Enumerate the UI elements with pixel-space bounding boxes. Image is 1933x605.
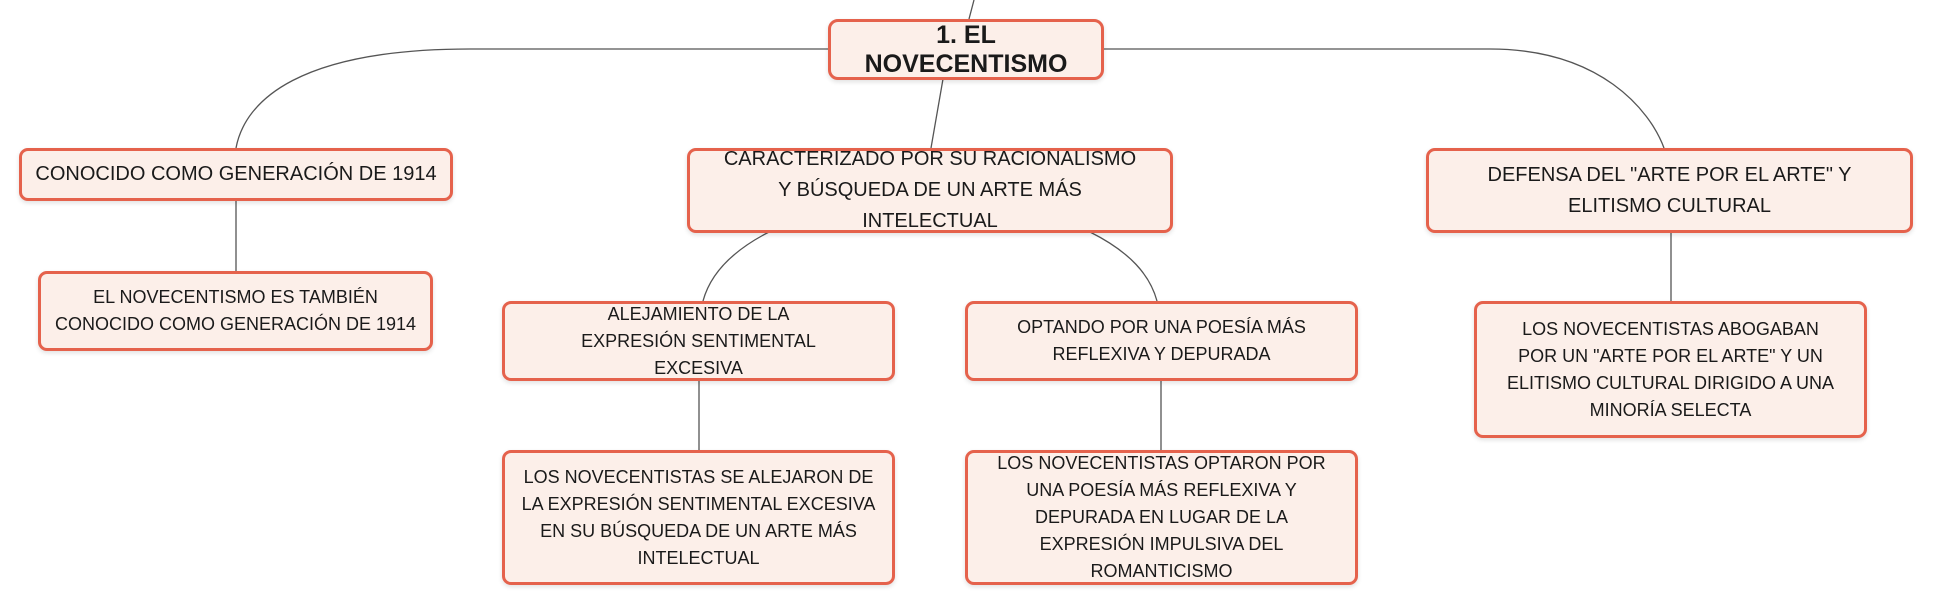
detail-topic-generation-1914[interactable] bbox=[38, 271, 433, 351]
detail-topic-label: EL NOVECENTISMO ES TAMBIÉN CONOCIDO COMO GENERACIÓN DE 1914 bbox=[54, 287, 417, 334]
detail-topic-label: LOS NOVECENTISTAS ABOGABAN POR UN "ARTE POR EL ARTE" Y UN ELITISMO CULTURAL DIRIGIDO A UNA MINORÍA SELECTA bbox=[1506, 318, 1835, 420]
connector-root-to-branch-1 bbox=[236, 49, 828, 148]
subtopic-alejamiento[interactable] bbox=[502, 301, 895, 381]
branch-topic-label: CARACTERIZADO POR SU RACIONALISMO Y BÚSQUEDA DE UN ARTE MÁS INTELECTUAL bbox=[723, 148, 1137, 232]
connector-branch-2-to-child-2 bbox=[1090, 232, 1157, 301]
detail-topic-label: LOS NOVECENTISTAS OPTARON POR UNA POESÍA MÁS REFLEXIVA Y DEPURADA EN LUGAR DE LA EXPRESIÓN IMPULSIVA DEL ROMANTICISMO bbox=[997, 453, 1326, 581]
branch-topic-generation-1914[interactable] bbox=[19, 148, 453, 201]
connector-root-to-branch-3 bbox=[1104, 49, 1664, 148]
branch-topic-racionalismo[interactable] bbox=[687, 148, 1173, 233]
detail-topic-poesia-reflexiva[interactable] bbox=[965, 450, 1358, 585]
connector-branch-2-to-child-1 bbox=[703, 232, 769, 301]
subtopic-label: OPTANDO POR UNA POESÍA MÁS REFLEXIVA Y DEPURADA bbox=[1017, 317, 1306, 364]
detail-topic-arte-por-el-arte[interactable] bbox=[1474, 301, 1867, 438]
detail-topic-label: LOS NOVECENTISTAS SE ALEJARON DE LA EXPRESIÓN SENTIMENTAL EXCESIVA EN SU BÚSQUEDA DE UN ARTE MÁS INTELECTUAL bbox=[521, 466, 876, 568]
detail-topic-alejamiento[interactable] bbox=[502, 450, 895, 585]
branch-topic-label: CONOCIDO COMO GENERACIÓN DE 1914 bbox=[35, 163, 437, 185]
root-topic-label: 1. EL NOVECENTISMO bbox=[864, 20, 1068, 78]
branch-topic-arte-por-el-arte[interactable] bbox=[1426, 148, 1913, 233]
branch-topic-label: DEFENSA DEL "ARTE POR EL ARTE" Y ELITISMO CULTURAL bbox=[1487, 163, 1852, 217]
root-topic[interactable] bbox=[828, 19, 1104, 80]
connector-root-to-branch-2 bbox=[931, 79, 943, 148]
subtopic-poesia-reflexiva[interactable] bbox=[965, 301, 1358, 381]
subtopic-label: ALEJAMIENTO DE LA EXPRESIÓN SENTIMENTAL EXCESIVA bbox=[581, 303, 816, 378]
connector-to-parent-offscreen bbox=[969, 0, 974, 19]
